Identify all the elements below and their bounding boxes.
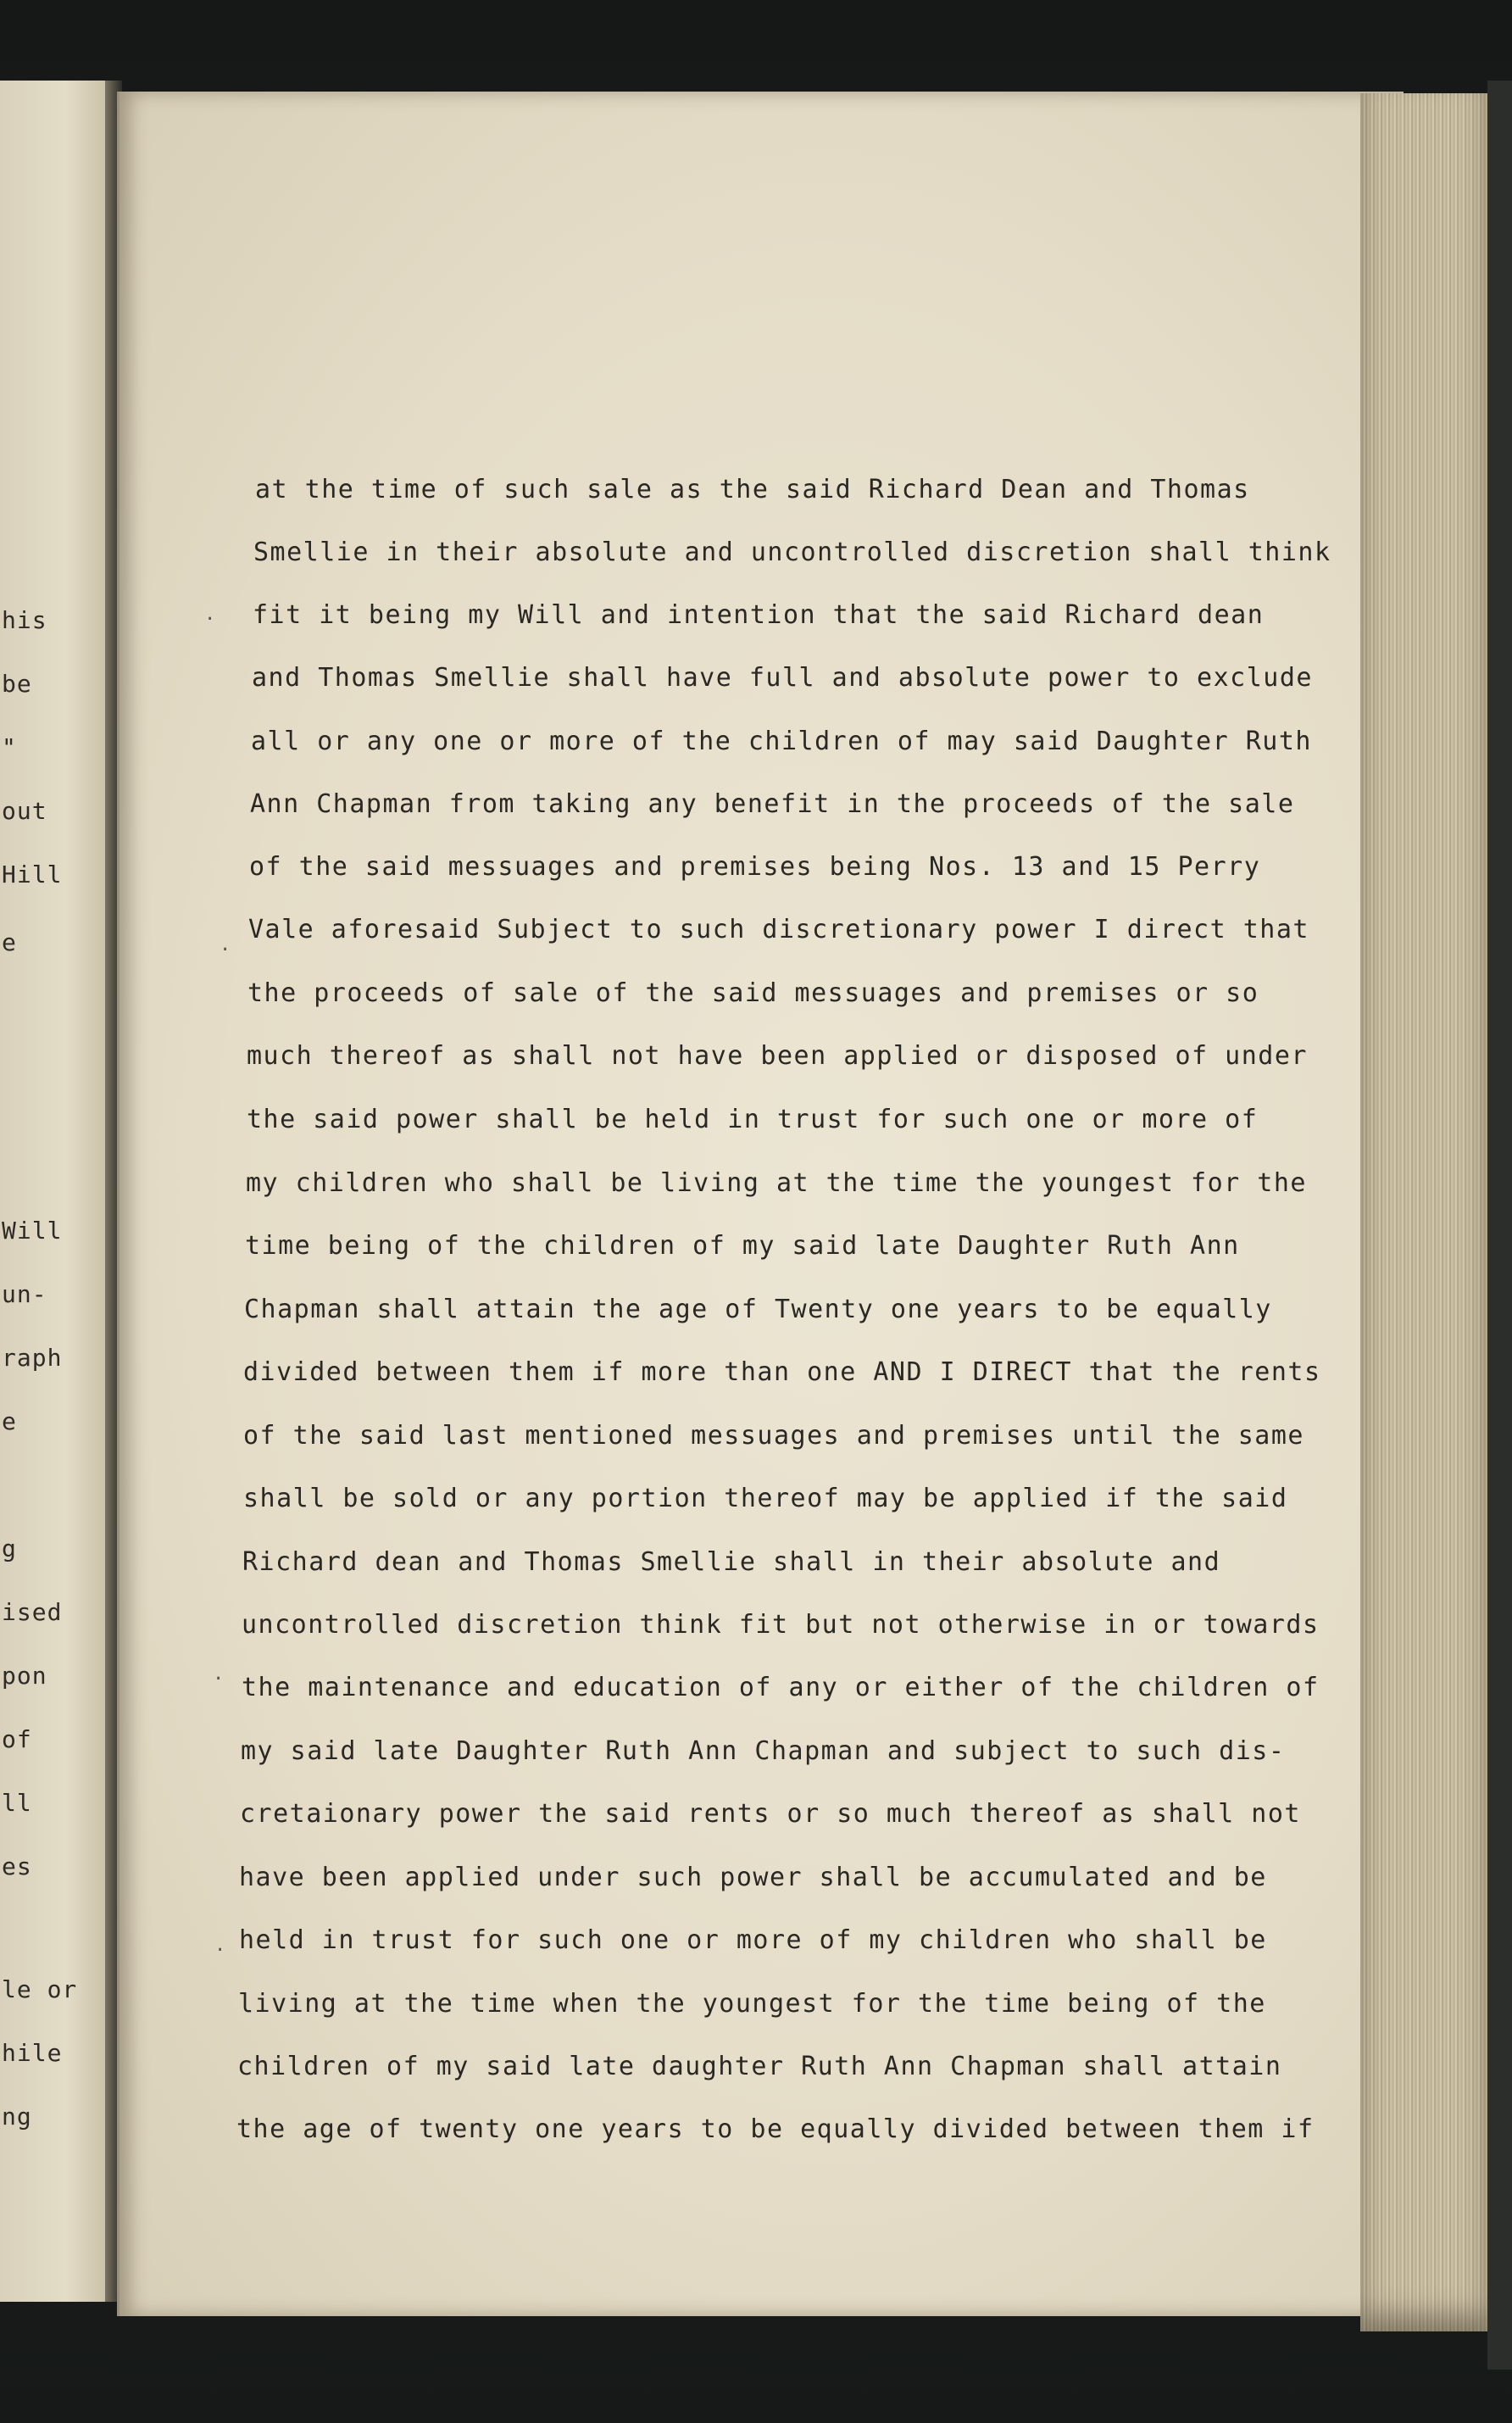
text-line: held in trust for such one or more of my children who shall be [239, 1925, 1267, 1955]
left-fragment: es [2, 1852, 32, 1880]
right-page [117, 92, 1404, 2316]
left-fragment: raph [2, 1344, 63, 1372]
text-line: and Thomas Smellie shall have full and absolute power to exclude [252, 663, 1313, 693]
text-line: all or any one or more of the children of may said Daughter Ruth [251, 727, 1312, 756]
left-fragment: " [2, 733, 17, 761]
text-line: the said power shall be held in trust for such one or more of [247, 1105, 1259, 1134]
text-line: of the said last mentioned messuages and premises until the same [243, 1421, 1304, 1451]
text-line: of the said messuages and premises being Nos. 13 and 15 Perry [249, 852, 1261, 882]
left-fragment: his [2, 606, 47, 634]
text-line: Richard dean and Thomas Smellie shall in their absolute and [242, 1547, 1221, 1577]
left-fragment: e [2, 1407, 17, 1435]
text-line: Ann Chapman from taking any benefit in the proceeds of the sale [250, 789, 1295, 819]
left-fragment: Hill [2, 861, 63, 888]
left-fragment: ll [2, 1789, 32, 1817]
typed-text-block [120, 92, 1404, 2316]
text-line: my said late Daughter Ruth Ann Chapman and subject to such dis- [241, 1736, 1286, 1766]
margin-speck: · [220, 939, 231, 961]
text-line: the proceeds of sale of the said messuages and premises or so [247, 978, 1259, 1008]
left-fragment: of [2, 1725, 32, 1753]
book-cover-edge [1487, 81, 1512, 2370]
left-fragment: Will [2, 1217, 63, 1245]
text-line: uncontrolled discretion think fit but not otherwise in or towards [242, 1610, 1320, 1640]
text-line: time being of the children of my said late Daughter Ruth Ann [245, 1231, 1240, 1261]
text-line: children of my said late daughter Ruth Ann Chapman shall attain [237, 2052, 1282, 2081]
text-line: divided between them if more than one AND I DIRECT that the rents [243, 1357, 1321, 1387]
text-line: living at the time when the youngest for the time being of the [238, 1989, 1266, 2019]
left-fragment: un- [2, 1280, 47, 1308]
left-fragment: g [2, 1535, 17, 1562]
left-fragment: le or [2, 1975, 78, 2003]
text-line: much thereof as shall not have been applied or disposed of under [247, 1041, 1308, 1071]
text-line: Chapman shall attain the age of Twenty one years to be equally [244, 1295, 1272, 1324]
text-line: Vale aforesaid Subject to such discretionary power I direct that [248, 915, 1309, 944]
left-page [0, 81, 112, 2302]
left-fragment: ng [2, 2103, 32, 2131]
text-line: Smellie in their absolute and uncontrolled discretion shall think [253, 538, 1331, 567]
text-line: the age of twenty one years to be equally divided between them if [236, 2114, 1315, 2144]
text-line: cretaionary power the said rents or so much thereof as shall not [240, 1799, 1301, 1829]
text-line: shall be sold or any portion thereof may be applied if the said [243, 1484, 1288, 1513]
left-fragment: e [2, 928, 17, 956]
margin-speck: · [214, 1940, 226, 1961]
page-edges [1360, 93, 1493, 2331]
text-line: the maintenance and education of any or either of the children of [242, 1673, 1320, 1702]
left-fragment: be [2, 670, 32, 698]
left-fragment: hile [2, 2039, 63, 2067]
left-fragment: out [2, 797, 47, 825]
left-fragment: pon [2, 1662, 47, 1690]
text-line: fit it being my Will and intention that the said Richard dean [253, 600, 1265, 630]
margin-speck: · [204, 609, 216, 630]
left-fragment: ised [2, 1598, 63, 1626]
text-line: have been applied under such power shall be accumulated and be [239, 1863, 1267, 1892]
text-line: my children who shall be living at the time the youngest for the [246, 1168, 1307, 1198]
margin-speck: · [213, 1668, 225, 1690]
text-line: at the time of such sale as the said Richard Dean and Thomas [255, 475, 1250, 504]
